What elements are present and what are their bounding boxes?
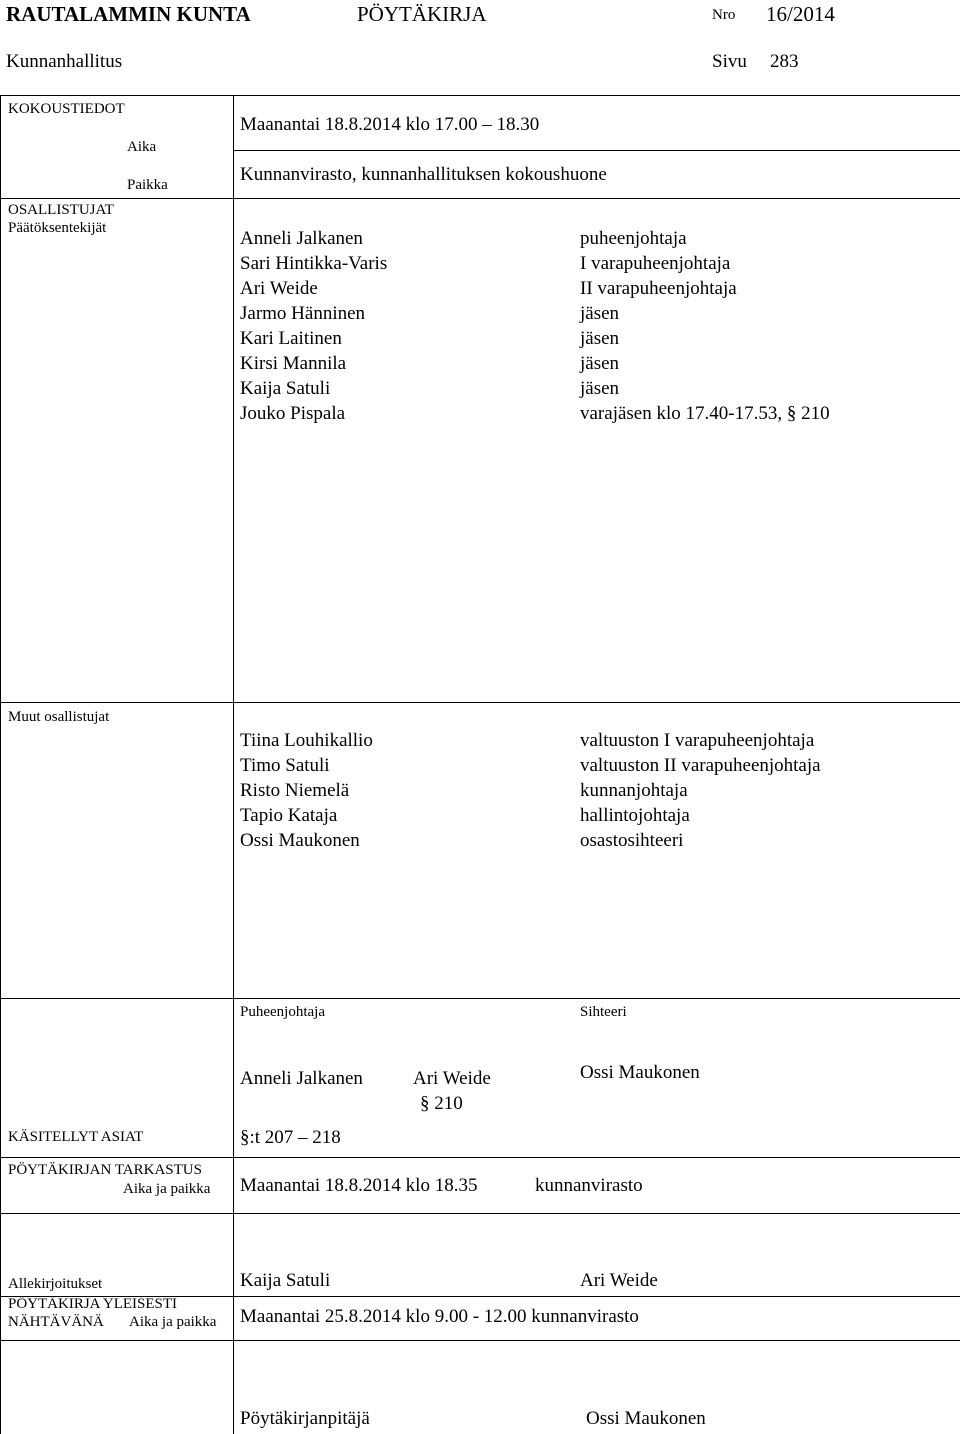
page-label: Sivu (712, 51, 747, 72)
page-value: 283 (770, 51, 799, 72)
other-name: Tiina Louhikallio (240, 730, 373, 751)
time-row-line (233, 150, 960, 151)
member-name: Kari Laitinen (240, 328, 342, 349)
chair-name: Anneli Jalkanen (240, 1068, 363, 1089)
body-name: Kunnanhallitus (6, 51, 123, 72)
public-label-2: NÄHTÄVÄNÄ (8, 1314, 104, 1330)
member-name: Ari Weide (240, 278, 318, 299)
public-value: Maanantai 25.8.2014 klo 9.00 - 12.00 kunnanvirasto (240, 1306, 639, 1327)
member-role: jäsen (580, 378, 620, 399)
items-label: KÄSITELLYT ASIAT (8, 1129, 144, 1145)
signoff-label: Allekirjoitukset (8, 1276, 103, 1292)
other-name: Tapio Kataja (240, 805, 338, 826)
review-sub-label: Aika ja paikka (123, 1181, 211, 1197)
other-role: hallintojohtaja (580, 805, 690, 826)
chair2-section: § 210 (420, 1093, 463, 1114)
items-value: §:t 207 – 218 (240, 1127, 341, 1148)
chair-label: Puheenjohtaja (240, 1004, 325, 1020)
other-role: valtuuston I varapuheenjohtaja (580, 730, 815, 751)
public-label: PÖYTÄKIRJA YLEISESTI (8, 1296, 178, 1312)
review-label: PÖYTÄKIRJAN TARKASTUS (8, 1162, 202, 1178)
member-name: Kirsi Mannila (240, 353, 347, 374)
other-name: Timo Satuli (240, 755, 330, 776)
signer-name: Ari Weide (580, 1270, 658, 1291)
review-section-line (0, 1213, 960, 1214)
decision-makers-label: Päätöksentekijät (8, 220, 107, 236)
member-role: II varapuheenjohtaja (580, 278, 737, 299)
other-role: osastosihteeri (580, 830, 684, 851)
number-value: 16/2014 (766, 2, 835, 26)
other-role: kunnanjohtaja (580, 780, 688, 801)
document-type: PÖYTÄKIRJA (357, 2, 487, 26)
meeting-section-label: KOKOUSTIEDOT (8, 101, 125, 117)
public-sub-label: Aika ja paikka (129, 1314, 217, 1330)
member-role: I varapuheenjohtaja (580, 253, 731, 274)
meeting-place: Kunnanvirasto, kunnanhallituksen kokoushuone (240, 164, 607, 185)
other-name: Risto Niemelä (240, 780, 350, 801)
keeper-label: Pöytäkirjanpitäjä (240, 1408, 370, 1429)
other-name: Ossi Maukonen (240, 830, 360, 851)
place-label: Paikka (127, 177, 168, 193)
member-name: Sari Hintikka-Varis (240, 253, 388, 274)
member-role: jäsen (580, 328, 620, 349)
member-role: varajäsen klo 17.40-17.53, § 210 (580, 403, 830, 424)
others-section-line (0, 998, 960, 999)
member-name: Kaija Satuli (240, 378, 331, 399)
keeper-name: Ossi Maukonen (586, 1408, 706, 1429)
signer-name: Kaija Satuli (240, 1270, 331, 1291)
member-name: Anneli Jalkanen (240, 228, 363, 249)
frame-left-line (0, 95, 1, 1434)
secretary-name: Ossi Maukonen (580, 1062, 700, 1083)
other-role: valtuuston II varapuheenjohtaja (580, 755, 821, 776)
member-role: jäsen (580, 303, 620, 324)
member-name: Jarmo Hänninen (240, 303, 366, 324)
time-label: Aika (127, 139, 157, 155)
meeting-time: Maanantai 18.8.2014 klo 17.00 – 18.30 (240, 114, 540, 135)
participants-section-label: OSALLISTUJAT (8, 202, 114, 218)
review-place: kunnanvirasto (535, 1175, 643, 1196)
others-section-label: Muut osallistujat (8, 709, 110, 725)
member-name: Jouko Pispala (240, 403, 346, 424)
column-divider-line (233, 95, 234, 1434)
org-name: RAUTALAMMIN KUNTA (6, 2, 251, 26)
public-section-line (0, 1340, 960, 1341)
number-label: Nro (712, 7, 736, 23)
secretary-label: Sihteeri (580, 1004, 627, 1020)
member-role: jäsen (580, 353, 620, 374)
review-date: Maanantai 18.8.2014 klo 18.35 (240, 1175, 478, 1196)
items-section-line (0, 1157, 960, 1158)
participants-section-line (0, 702, 960, 703)
member-role: puheenjohtaja (580, 228, 687, 249)
frame-top-line (0, 95, 960, 96)
chair2-name: Ari Weide (413, 1068, 491, 1089)
meeting-section-line (0, 198, 960, 199)
